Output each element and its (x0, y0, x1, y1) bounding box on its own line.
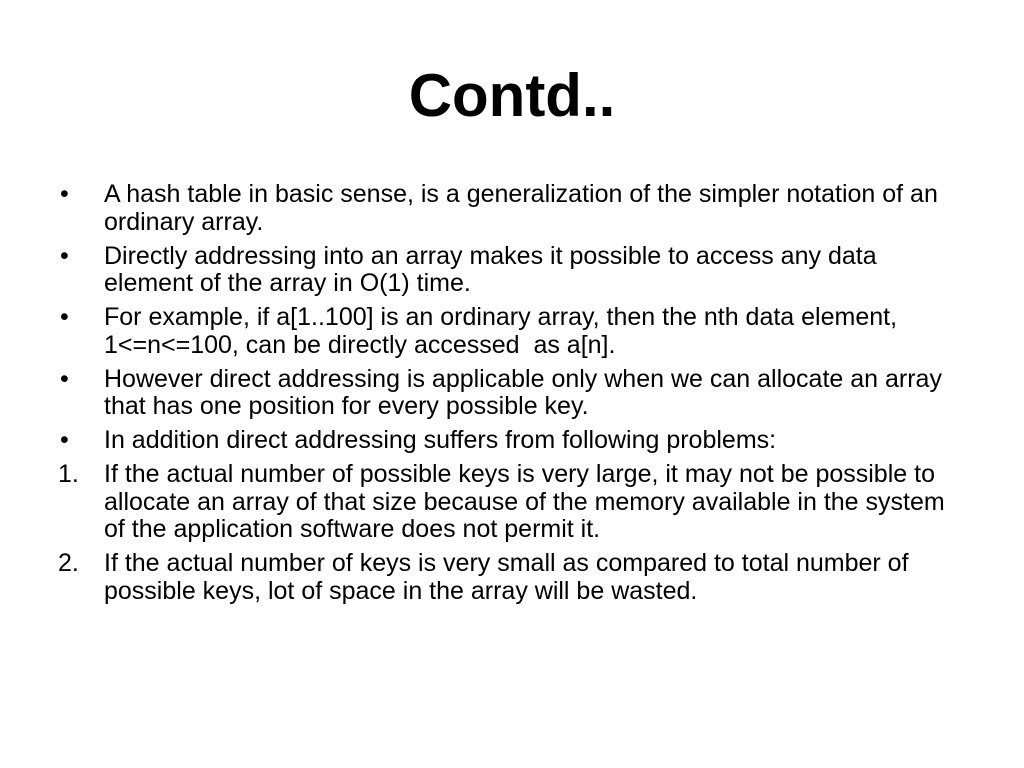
bullet-marker: • (60, 180, 69, 208)
bullet-marker: • (60, 426, 69, 454)
list-item-text: A hash table in basic sense, is a generalization of the simpler notation of an ordinary array. (104, 180, 945, 236)
list-item (58, 243, 968, 298)
bullet-marker: • (60, 364, 69, 393)
numbered-list-item (58, 461, 968, 544)
slide-content-list (58, 181, 968, 612)
numbered-list-item (58, 550, 968, 605)
list-item-text: For example, if a[1..100] is an ordinary array, then the nth data element, 1<=n<=100, can be directly accessed as a[n]. (104, 303, 904, 359)
list-item (58, 181, 968, 236)
list-item-text: In addition direct addressing suffers from following problems: (104, 426, 777, 454)
list-item (58, 366, 968, 421)
list-item-text: However direct addressing is applicable only when we can allocate an array that has one position for every possible key. (104, 364, 949, 420)
list-item (58, 427, 968, 455)
number-marker: 1. (58, 460, 79, 488)
list-item-text: If the actual number of keys is very small as compared to total number of possible keys, lot of space in the array will be wasted. (104, 549, 916, 605)
list-item-text: Directly addressing into an array makes it possible to access any data element of the array in O(1) time. (104, 241, 884, 297)
list-item-text: If the actual number of possible keys is very large, it may not be possible to allocate an array of that size because of the memory available in the system of the application software does not permit it. (104, 460, 952, 543)
bullet-marker: • (60, 241, 69, 270)
list-item (58, 304, 968, 359)
number-marker: 2. (58, 549, 79, 577)
bullet-marker: • (60, 303, 69, 331)
slide-title: Contd.. (408, 62, 616, 129)
